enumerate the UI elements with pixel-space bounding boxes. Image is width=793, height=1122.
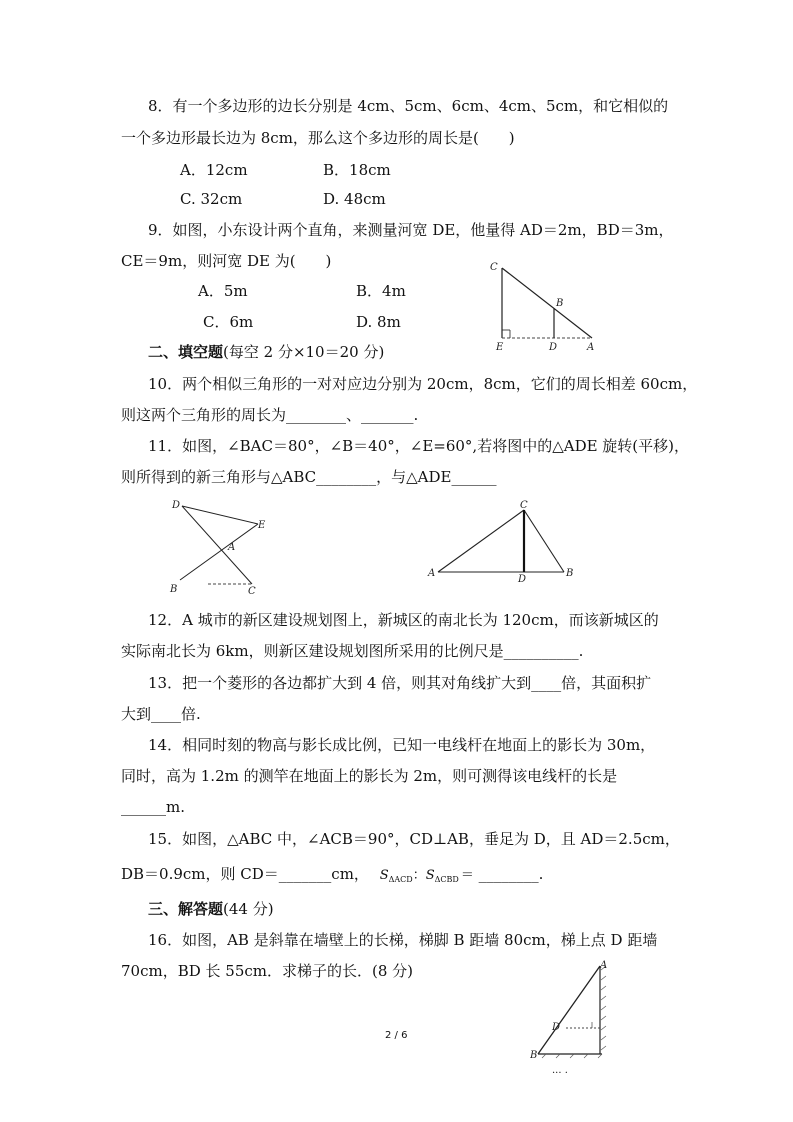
q8-option-b: B．18cm <box>323 161 391 179</box>
q11-f2-label-b: B <box>566 568 574 579</box>
q15-line1: 15．如图，△ABC 中，∠ACB＝90°，CD⊥AB，垂足为 D，且 AD＝2.5cm， <box>148 830 680 848</box>
page-number: 2 / 6 <box>385 1030 408 1041</box>
q10-line2: 则这两个三角形的周长为________、_______. <box>121 406 419 424</box>
q11-f2-label-c: C <box>520 500 528 511</box>
q15-s-acd: S <box>379 868 389 883</box>
q16-label-b: B <box>530 1050 538 1061</box>
q15-s-cbd: S <box>425 868 435 883</box>
q9-label-b: B <box>556 298 564 309</box>
q15-line2 <box>121 864 543 890</box>
q15-line2-text: DB＝0.9cm，则 CD＝_______cm， <box>121 865 369 883</box>
q15-answer-blank: ________. <box>478 865 544 883</box>
q16-ground-mark: ··· · <box>552 1068 568 1078</box>
q15-sub-cbd: ΔCBD <box>434 875 459 884</box>
q11-figure-right <box>426 498 581 586</box>
q8-option-c: C. 32cm <box>180 190 243 208</box>
q13-line1: 13．把一个菱形的各边都扩大到 4 倍，则其对角线扩大到____倍，其面积扩 <box>148 674 652 692</box>
q9-option-c: C．6m <box>203 313 254 331</box>
q12-line2: 实际南北长为 6km，则新区建设规划图所采用的比例尺是__________. <box>121 642 584 660</box>
q11-f1-label-b: B <box>170 584 178 595</box>
q8-option-a: A．12cm <box>180 161 248 179</box>
q13-line2: 大到____倍. <box>121 705 201 723</box>
q16-label-d: D <box>552 1022 561 1033</box>
q11-f1-label-e: E <box>258 520 266 531</box>
q14-line3: ______m. <box>121 798 185 816</box>
q16-line1: 16．如图，AB 是斜靠在墙壁上的长梯，梯脚 B 距墙 80cm，梯上点 D 距墙 <box>148 931 658 949</box>
q16-ladder-figure <box>530 958 615 1078</box>
q12-line1: 12．A 城市的新区建设规划图上，新城区的南北长为 120cm，而该新城区的 <box>148 611 659 629</box>
q9-label-a: A <box>587 342 595 353</box>
section3-note: (44 分) <box>223 900 274 918</box>
q15-ratio-sep: ： <box>412 868 426 883</box>
q14-line2: 同时，高为 1.2m 的测竿在地面上的影长为 2m，则可测得该电线杆的长是 <box>121 767 618 785</box>
q15-equals: ＝ <box>460 868 474 883</box>
q9-label-c: C <box>490 262 498 273</box>
q11-figure-left <box>168 498 273 598</box>
q11-f1-label-c: C <box>248 586 256 597</box>
q9-line2: CE＝9m，则河宽 DE 为( ) <box>121 252 332 270</box>
q11-line1: 11．如图，∠BAC＝80°，∠B＝40°，∠E=60°,若将图中的△ADE 旋转(平移)， <box>148 437 690 455</box>
q10-line1: 10．两个相似三角形的一对对应边分别为 20cm，8cm，它们的周长相差 60cm， <box>148 375 698 393</box>
section3-title: 三、解答题 <box>148 900 224 918</box>
section2-note: (每空 2 分×10＝20 分) <box>223 343 385 361</box>
q9-line1: 9．如图，小东设计两个直角，来测量河宽 DE，他量得 AD＝2m，BD＝3m， <box>148 221 674 239</box>
q16-label-a: A <box>600 960 608 971</box>
q9-label-d: D <box>549 342 558 353</box>
q8-option-d: D. 48cm <box>323 190 386 208</box>
q9-option-d: D. 8m <box>356 313 401 331</box>
q8-line2: 一个多边形最长边为 8cm，那么这个多边形的周长是( ) <box>121 129 515 147</box>
q11-f1-label-d: D <box>172 500 181 511</box>
q14-line1: 14．相同时刻的物高与影长成比例，已知一电线杆在地面上的影长为 30m， <box>148 736 656 754</box>
section2-title: 二、填空题 <box>148 343 224 361</box>
q11-line2: 则所得到的新三角形与△ABC________，与△ADE______ <box>121 468 497 486</box>
q15-sub-acd: ΔACD <box>388 875 413 884</box>
q16-line2: 70cm，BD 长 55cm．求梯子的长．(8 分) <box>121 962 414 980</box>
q11-f2-label-a: A <box>428 568 436 579</box>
q11-f2-label-d: D <box>518 574 527 585</box>
q9-river-figure <box>488 258 603 358</box>
section3-heading <box>148 899 274 919</box>
q9-option-b: B．4m <box>356 282 406 300</box>
q9-label-e: E <box>496 342 504 353</box>
q11-f1-label-a: A <box>228 542 236 553</box>
q9-option-a: A．5m <box>198 282 248 300</box>
q8-line1: 8．有一个多边形的边长分别是 4cm、5cm、6cm、4cm、5cm，和它相似的 <box>148 97 669 115</box>
section2-heading <box>148 342 384 362</box>
